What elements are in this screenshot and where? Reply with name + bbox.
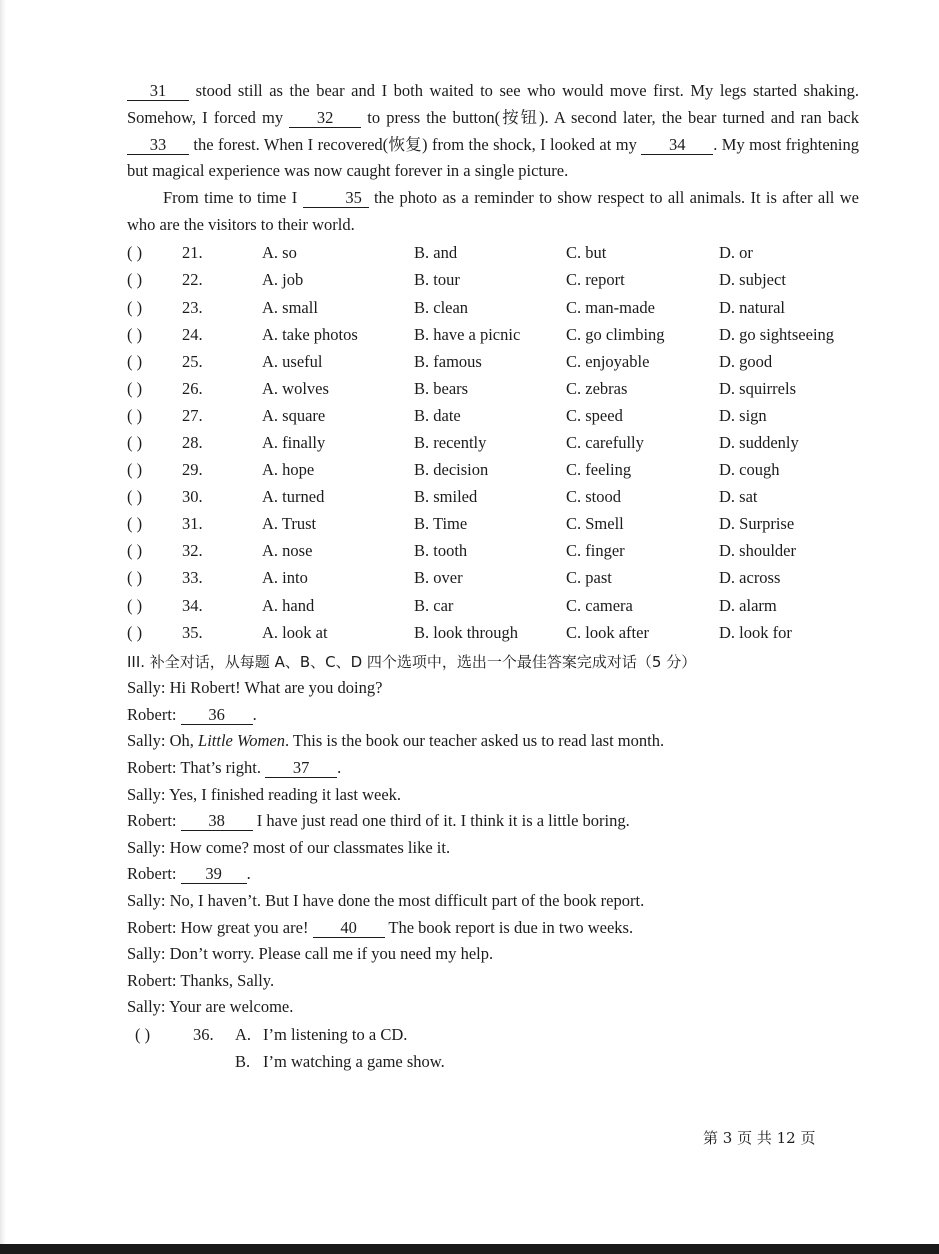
option-b: B. date <box>414 405 461 425</box>
question-number: 28. <box>182 432 203 452</box>
option-c: C. man-made <box>566 297 655 317</box>
text-run: Robert: <box>127 864 181 884</box>
option-c: C. enjoyable <box>566 351 650 371</box>
answer-paren[interactable]: ( ) <box>127 324 143 344</box>
option-text: I’m watching a game show. <box>263 1051 445 1071</box>
text-run: . My most frightening but magical experience was now caught forever in a single picture. <box>127 134 859 181</box>
answer-paren[interactable]: ( ) <box>127 595 143 615</box>
option-a: A. so <box>262 243 297 263</box>
answer-paren[interactable]: ( ) <box>127 243 143 263</box>
passage-paragraph-1 <box>127 78 859 185</box>
answer-paren[interactable]: ( ) <box>127 432 143 452</box>
answer-paren[interactable]: ( ) <box>135 1024 151 1044</box>
dialogue-line <box>127 861 859 888</box>
dialogue-line <box>127 675 859 702</box>
option-b: B. tour <box>414 270 460 290</box>
option-b: B. tooth <box>414 541 468 561</box>
text-run: Robert: <box>127 704 181 724</box>
question-36 <box>135 1021 859 1075</box>
page-number-footer: 第 3 页 共 12 页 <box>703 1129 816 1147</box>
text-run: Sally: How come? most of our classmates like it. <box>127 837 451 857</box>
option-letter: B. <box>235 1051 251 1071</box>
question-number: 21. <box>182 243 203 263</box>
option-a: A. wolves <box>262 378 329 398</box>
question-row <box>127 348 859 375</box>
option-a: A. job <box>262 270 304 290</box>
text-run: Sally: Oh, <box>127 731 199 751</box>
answer-paren[interactable]: ( ) <box>127 487 143 507</box>
dialogue-line <box>127 994 859 1021</box>
question-number: 34. <box>182 595 203 615</box>
option-c: C. finger <box>566 541 625 561</box>
answer-paren[interactable]: ( ) <box>127 270 143 290</box>
question-number: 36. <box>193 1024 214 1044</box>
page-content <box>127 78 859 1075</box>
question-row <box>127 321 859 348</box>
question-row <box>127 240 859 267</box>
answer-paren[interactable]: ( ) <box>127 351 143 371</box>
option-a: A. useful <box>262 351 323 371</box>
option-a: A. small <box>262 297 318 317</box>
option-d: D. or <box>719 243 753 263</box>
text-run: Robert: <box>127 811 181 831</box>
option-b: B. famous <box>414 351 482 371</box>
answer-paren[interactable]: ( ) <box>127 405 143 425</box>
text-run: . <box>337 757 342 777</box>
option-d: D. squirrels <box>719 378 796 398</box>
question-row <box>127 457 859 484</box>
option-a: A. finally <box>262 432 326 452</box>
option-d: D. Surprise <box>719 514 795 534</box>
text-run: From time to time I <box>163 188 303 208</box>
passage-paragraph-2 <box>127 185 859 239</box>
answer-paren[interactable]: ( ) <box>127 460 143 480</box>
option-a: A. look at <box>262 622 328 642</box>
text-run: Sally: Hi Robert! What are you doing? <box>127 678 383 698</box>
option-d: D. cough <box>719 460 780 480</box>
dialogue-line <box>127 808 859 835</box>
option-a: A. nose <box>262 541 313 561</box>
answer-paren[interactable]: ( ) <box>127 568 143 588</box>
option-d: D. alarm <box>719 595 777 615</box>
option-c: C. camera <box>566 595 633 615</box>
option-text: I’m listening to a CD. <box>263 1024 408 1044</box>
question-number: 26. <box>182 378 203 398</box>
option-a: A. square <box>262 405 326 425</box>
question-row <box>127 267 859 294</box>
dialogue-line <box>127 941 859 968</box>
text-run: . <box>252 704 257 724</box>
option-d: D. sign <box>719 405 767 425</box>
question-row <box>127 375 859 402</box>
answer-blank[interactable]: 36 <box>181 706 253 725</box>
question-row <box>127 294 859 321</box>
option-c: C. go climbing <box>566 324 665 344</box>
option-a: A. Trust <box>262 514 317 534</box>
answer-paren[interactable]: ( ) <box>127 541 143 561</box>
answer-blank[interactable]: 34 <box>641 136 713 155</box>
question-36-first-row <box>135 1021 859 1048</box>
text-run: Robert: Thanks, Sally. <box>127 970 275 990</box>
option-c: C. report <box>566 270 625 290</box>
book-title: Little Women <box>198 731 285 751</box>
option-b: B. and <box>414 243 458 263</box>
option-c: C. zebras <box>566 378 628 398</box>
answer-blank[interactable]: 35 <box>303 189 369 208</box>
text-run: I have just read one third of it. I think it is a little boring. <box>252 811 630 831</box>
question-number: 33. <box>182 568 203 588</box>
answer-blank[interactable]: 31 <box>127 82 189 101</box>
dialogue <box>127 675 859 1021</box>
question-number: 24. <box>182 324 203 344</box>
option-c: C. but <box>566 243 607 263</box>
option-a: A. into <box>262 568 308 588</box>
dialogue-line <box>127 915 859 942</box>
dialogue-line <box>127 968 859 995</box>
option-c: C. look after <box>566 622 649 642</box>
option-c: C. past <box>566 568 612 588</box>
option-d: D. natural <box>719 297 785 317</box>
option-b: B. recently <box>414 432 487 452</box>
option-d: D. sat <box>719 487 758 507</box>
answer-paren[interactable]: ( ) <box>127 378 143 398</box>
option-d: D. go sightseeing <box>719 324 835 344</box>
answer-blank[interactable]: 38 <box>181 812 253 831</box>
question-number: 29. <box>182 460 203 480</box>
question-row <box>127 429 859 456</box>
option-c: C. Smell <box>566 514 624 534</box>
indent-spacer <box>135 1048 235 1075</box>
question-row <box>127 565 859 592</box>
answer-paren[interactable]: ( ) <box>127 514 143 534</box>
option-a: A. hope <box>262 460 315 480</box>
scan-bottom-edge <box>0 1244 939 1254</box>
question-row <box>127 619 859 646</box>
answer-blank[interactable]: 32 <box>289 109 361 128</box>
option-b: B. clean <box>414 297 469 317</box>
dialogue-line <box>127 782 859 809</box>
answer-paren[interactable]: ( ) <box>127 297 143 317</box>
option-b: B. decision <box>414 460 489 480</box>
option-d: D. suddenly <box>719 432 799 452</box>
question-number: 23. <box>182 297 203 317</box>
question-options-table <box>127 240 859 646</box>
question-number: 30. <box>182 487 203 507</box>
option-d: D. look for <box>719 622 792 642</box>
dialogue-line <box>127 755 859 782</box>
dialogue-line <box>127 888 859 915</box>
option-d: D. good <box>719 351 773 371</box>
option-b: B. smiled <box>414 487 478 507</box>
text-run: the forest. When I recovered(恢复) from the shock, I looked at my <box>189 134 642 154</box>
section-3-heading: III. 补全对话，从每题 A、B、C、D 四个选项中，选出一个最佳答案完成对话（5 分） <box>127 653 697 672</box>
option-c: C. stood <box>566 487 622 507</box>
text-run: Robert: How great you are! <box>127 917 313 937</box>
question-number: 27. <box>182 405 203 425</box>
option-letter: A. <box>235 1024 252 1044</box>
option-c: C. feeling <box>566 460 632 480</box>
answer-blank[interactable]: 37 <box>265 759 337 778</box>
answer-blank[interactable]: 40 <box>313 919 385 938</box>
option-d: D. subject <box>719 270 786 290</box>
question-row <box>127 511 859 538</box>
answer-blank[interactable]: 39 <box>181 865 247 884</box>
question-number: 32. <box>182 541 203 561</box>
answer-paren[interactable]: ( ) <box>127 622 143 642</box>
question-number: 25. <box>182 351 203 371</box>
dialogue-line <box>127 702 859 729</box>
option-a: A. turned <box>262 487 325 507</box>
option-b: B. bears <box>414 378 469 398</box>
option-a: A. hand <box>262 595 315 615</box>
text-run: Sally: No, I haven’t. But I have done the most difficult part of the book report. <box>127 890 645 910</box>
option-d: D. shoulder <box>719 541 796 561</box>
question-number: 31. <box>182 514 203 534</box>
text-run: Sally: Your are welcome. <box>127 997 294 1017</box>
question-36-second-row <box>135 1048 859 1075</box>
text-run: Sally: Don’t worry. Please call me if you need my help. <box>127 944 494 964</box>
option-b: B. Time <box>414 514 468 534</box>
text-run: to press the button(按钮). A second later, the bear turned and ran back <box>361 107 859 127</box>
option-b: B. have a picnic <box>414 324 521 344</box>
question-row <box>127 484 859 511</box>
text-run: The book report is due in two weeks. <box>384 917 634 937</box>
text-run: the photo as a reminder to show respect to all animals. It is after all we who are the visitors to their world. <box>127 188 859 234</box>
text-run: stood still as the bear and I both waited to see who would move first. My legs started shaking. Somehow, I forced my <box>127 81 859 127</box>
question-row <box>127 538 859 565</box>
option-c: C. speed <box>566 405 623 425</box>
option-a: A. take photos <box>262 324 358 344</box>
text-run: . This is the book our teacher asked us to read last month. <box>284 731 665 751</box>
option-d: D. across <box>719 568 781 588</box>
text-run: . <box>246 864 251 884</box>
answer-blank[interactable]: 33 <box>127 136 189 155</box>
text-run: Robert: That’s right. <box>127 757 266 777</box>
text-run: Sally: Yes, I finished reading it last week. <box>127 784 402 804</box>
dialogue-line <box>127 835 859 862</box>
question-row <box>127 402 859 429</box>
page-edge-shadow <box>0 0 6 1254</box>
question-number: 35. <box>182 622 203 642</box>
option-b: B. car <box>414 595 454 615</box>
option-b: B. over <box>414 568 463 588</box>
question-number: 22. <box>182 270 203 290</box>
question-row <box>127 592 859 619</box>
dialogue-line <box>127 728 859 755</box>
option-c: C. carefully <box>566 432 644 452</box>
option-b: B. look through <box>414 622 519 642</box>
